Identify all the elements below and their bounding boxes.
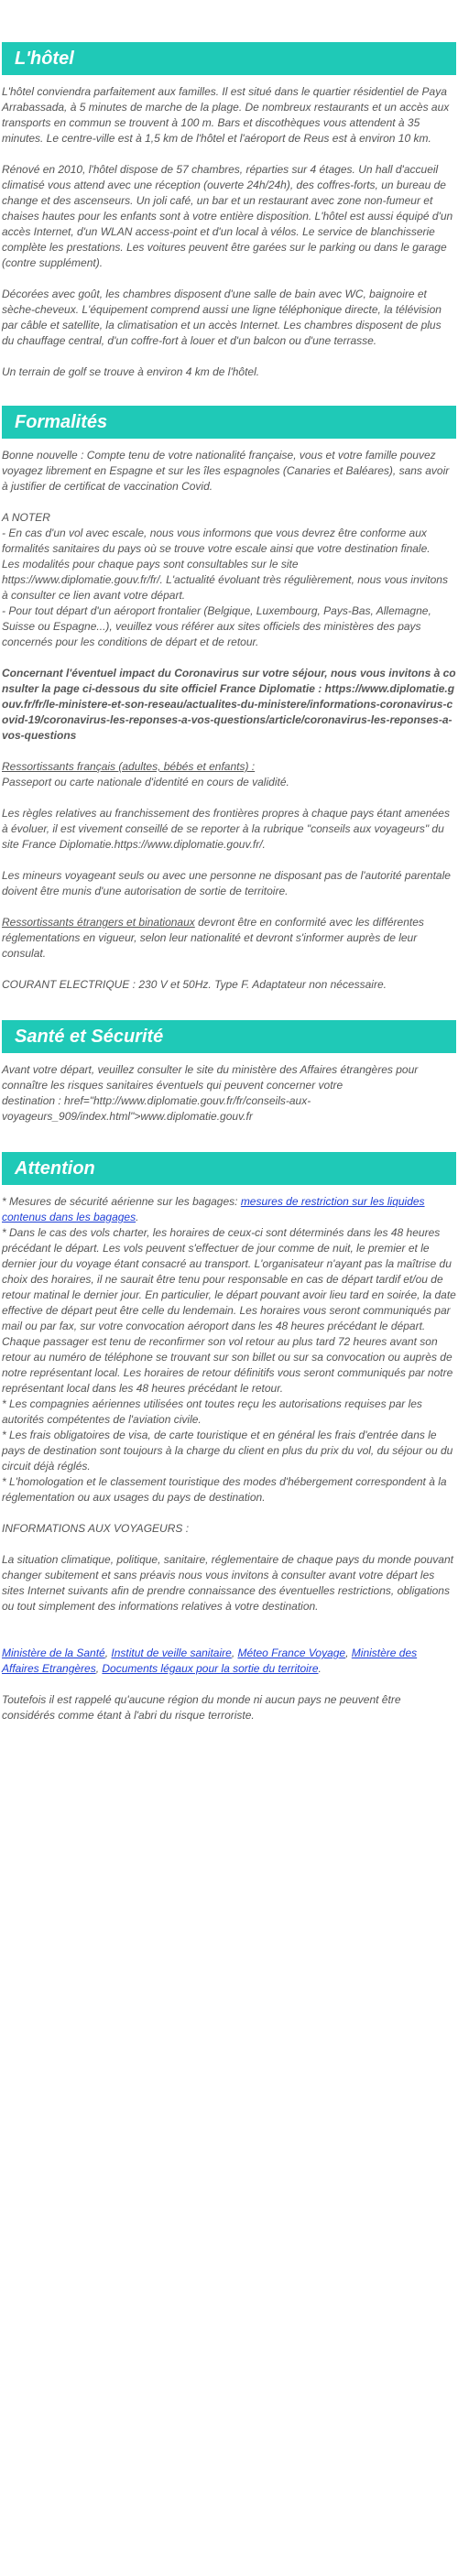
foreign-nationals-text: devront être en conformité avec les différentes réglementations en vigueur, selon leur nationalité et devront s'informer auprès de leur consulat. xyxy=(2,916,424,960)
formalites-paragraph-5: Les règles relatives au franchissement des frontières propres à chaque pays étant amenées à évoluer, il est vivement conseillé de se reporter à la rubrique "conseils aux voyageurs" du site France Diplomatie.https://www.diplomatie.gouv.fr/. xyxy=(2,807,450,851)
attention-paragraph-1 xyxy=(2,1194,456,1225)
baggage-measures-end: . xyxy=(136,1211,139,1223)
section-title-sante: Santé et Sécurité xyxy=(2,1020,456,1053)
liquids-restriction-link[interactable]: mesures de restriction sur les liquides contenus dans les bagages xyxy=(2,1195,425,1223)
hotel-paragraph-4: Un terrain de golf se trouve à environ 4 km de l'hôtel. xyxy=(2,365,260,378)
hotel-paragraph-2: Rénové en 2010, l'hôtel dispose de 57 chambres, réparties sur 4 étages. Un hall d'accueil climatisé vous attend avec une réception (ouverte 24h/24h), des coffres-forts, un bureau de change et des ascenseurs. Un joli café, un bar et un restaurant avec zone non-fumeur et chaises hautes pour les enfants sont à votre entière disposition. L'hôtel est aussi équipé d'un accès Internet, d'un WLAN access-point et d'un local à vélos. Le service de blanchisserie complète les prestations. Les voitures peuvent être garées sur le parking ou dans le garage (contre supplément). xyxy=(2,163,453,269)
attention-paragraph-4: * Les frais obligatoires de visa, de carte touristique et en général les frais d'entrée dans le pays de destination sont toujours à la charge du client en plus du prix du vol, du séjour ou du circuit déjà réglés. xyxy=(2,1429,453,1473)
formalites-coronavirus-notice: Concernant l'éventuel impact du Coronavirus sur votre séjour, nous vous invitons à consulter la page ci-dessous du site officiel France Diplomatie : https://www.diplomatie.gouv.fr/fr/le-ministere-et-son-reseau/actualites-du-ministere/informations-coronavirus-covid-19/coronavirus-les-reponses-a-vos-questions/article/coronavirus-les-reponses-a-vos-questions xyxy=(2,667,456,742)
link-veille-sanitaire[interactable]: Institut de veille sanitaire xyxy=(111,1647,232,1659)
french-nationals-heading: Ressortissants français (adultes, bébés et enfants) : xyxy=(2,760,256,773)
link-ministere-sante[interactable]: Ministère de la Santé xyxy=(2,1647,105,1659)
formalites-paragraph-7 xyxy=(2,915,456,962)
link-separator: , xyxy=(104,1647,112,1659)
section-hotel xyxy=(0,0,458,380)
terrorism-notice: Toutefois il est rappelé qu'aucune région du monde ni aucun pays ne peuvent être considérés comme étant à l'abri du risque terroriste. xyxy=(2,1693,401,1722)
section-title-formalites: Formalités xyxy=(2,406,456,439)
hotel-paragraph-3: Décorées avec goût, les chambres disposent d'une salle de bain avec WC, baignoire et sèche-cheveux. L'équipement comprend aussi une ligne téléphonique directe, la télévision par câble et satellite, la climatisation et un accès Internet. Les chambres disposent de plus du chauffage central, d'un coffre-fort à louer et d'un balcon ou d'une terrasse. xyxy=(2,288,442,347)
attention-paragraph-2: * Dans le cas des vols charter, les horaires de ceux-ci sont déterminés dans les 48 heures précédant le départ. Les vols peuvent s'effectuer de jour comme de nuit, le premier et le dernier jour du voyage étant consacré au transport. L'organisateur n'ayant pas la maîtrise du choix des horaires, il ne saurait être tenu pour responsable en cas de départ tardif et/ou de retour matinal le dernier jour. En particulier, le départ pouvant avoir lieu tard en soirée, la date effective de départ peut être celle du lendemain. Les horaires vous seront communiqués par mail ou par fax, sur votre convocation aéroport dans les 48 heures précédant le départ. Chaque passager est tenu de reconfirmer son vol retour au plus tard 72 heures avant son retour au numéro de téléphone se trouvant sur son billet ou sur sa convocation ou auprès de notre représentant local. Les horaires de retour définitifs vous seront communiqués par notre représentant local dans les 48 heures précédant le retour. xyxy=(2,1226,456,1395)
section-sante xyxy=(0,1020,458,1125)
section-formalites xyxy=(0,406,458,993)
foreign-nationals-heading: Ressortissants étrangers et binationaux xyxy=(2,916,195,929)
link-meteo-france[interactable]: Méteo France Voyage xyxy=(237,1647,346,1659)
section-attention xyxy=(0,1152,458,1723)
section-title-hotel: L'hôtel xyxy=(2,42,456,75)
electric-current-info: COURANT ELECTRIQUE : 230 V et 50Hz. Type F. Adaptateur non nécessaire. xyxy=(2,978,387,991)
formalites-paragraph-1: Bonne nouvelle : Compte tenu de votre nationalité française, vous et votre famille pouvez voyagez librement en Espagne et sur les îles espagnoles (Canaries et Baléares), sans avoir à justifier de certificat de vaccination Covid. xyxy=(2,449,450,493)
sante-paragraph-1: Avant votre départ, veuillez consulter le site du ministère des Affaires étrangères pour connaître les risques sanitaires éventuels qui peuvent concerner votre destination : href="http://www.diplomatie.gouv.fr/fr/conseils-aux-voyageurs_909/index.html">www.diplomatie.gouv.fr xyxy=(2,1063,419,1123)
attention-paragraph-3: * Les compagnies aériennes utilisées ont toutes reçu les autorisations requises par les autorités compétentes de l'aviation civile. xyxy=(2,1397,422,1426)
link-separator: , xyxy=(95,1662,103,1675)
link-documents-legaux[interactable]: Documents légaux pour la sortie du territoire xyxy=(102,1662,319,1675)
attention-paragraph-5: * L'homologation et le classement touristique des modes d'hébergement correspondent à la réglementation ou aux usages du pays de destination. xyxy=(2,1475,447,1504)
official-links xyxy=(2,1630,456,1677)
link-separator: , xyxy=(231,1647,238,1659)
attention-paragraph-7: La situation climatique, politique, sanitaire, réglementaire de chaque pays du monde pouvant changer subitement et sans préavis nous vous invitons à consulter avant votre départ les sites Internet suivants afin de prendre connaissance des éventuelles restrictions, obligations ou tout simplement des informations relatives à votre destination. xyxy=(2,1553,453,1613)
baggage-measures-text: * Mesures de sécurité aérienne sur les bagages: xyxy=(2,1195,241,1208)
link-affaires-etrangeres[interactable]: Ministère des Affaires Etrangères xyxy=(2,1647,418,1675)
formalites-paragraph-2: A NOTER - En cas d'un vol avec escale, nous vous informons que vous devrez être conforme aux formalités sanitaires du pays où se trouve votre escale ainsi que votre destination finale. Les modalités pour chaque pays sont consultables sur le site https://www.diplomatie.gouv.fr/fr/. L'actualité évoluant très régulièrement, nous vous invitons à consulter ce lien avant votre départ. - Pour tout départ d'un aéroport frontalier (Belgique, Luxembourg, Pays-Bas, Allemagne, Suisse ou Espagne...), veuillez vous référer aux sites officiels des ministères des pays concernés pour les conditions de départ et de retour. xyxy=(2,511,448,648)
section-title-attention: Attention xyxy=(2,1152,456,1185)
french-nationals-text: Passeport ou carte nationale d'identité en cours de validité. xyxy=(2,776,289,788)
link-separator: , xyxy=(345,1647,352,1659)
travelers-info-heading: INFORMATIONS AUX VOYAGEURS : xyxy=(2,1522,190,1535)
hotel-paragraph-1: L'hôtel conviendra parfaitement aux familles. Il est situé dans le quartier résidentiel de Paya Arrabassada, à 5 minutes de marche de la plage. De nombreux restaurants et un accès aux transports en commun se trouvent à 100 m. Bars et discothèques vous attendent à 35 minutes. Le centre-ville est à 1,5 km de l'hôtel et l'aéroport de Reus est à environ 10 km. xyxy=(2,85,450,145)
link-separator: . xyxy=(318,1662,322,1675)
formalites-paragraph-4 xyxy=(2,759,456,790)
formalites-paragraph-6: Les mineurs voyageant seuls ou avec une personne ne disposant pas de l'autorité parentale doivent être munis d'une autorisation de sortie de territoire. xyxy=(2,869,451,897)
